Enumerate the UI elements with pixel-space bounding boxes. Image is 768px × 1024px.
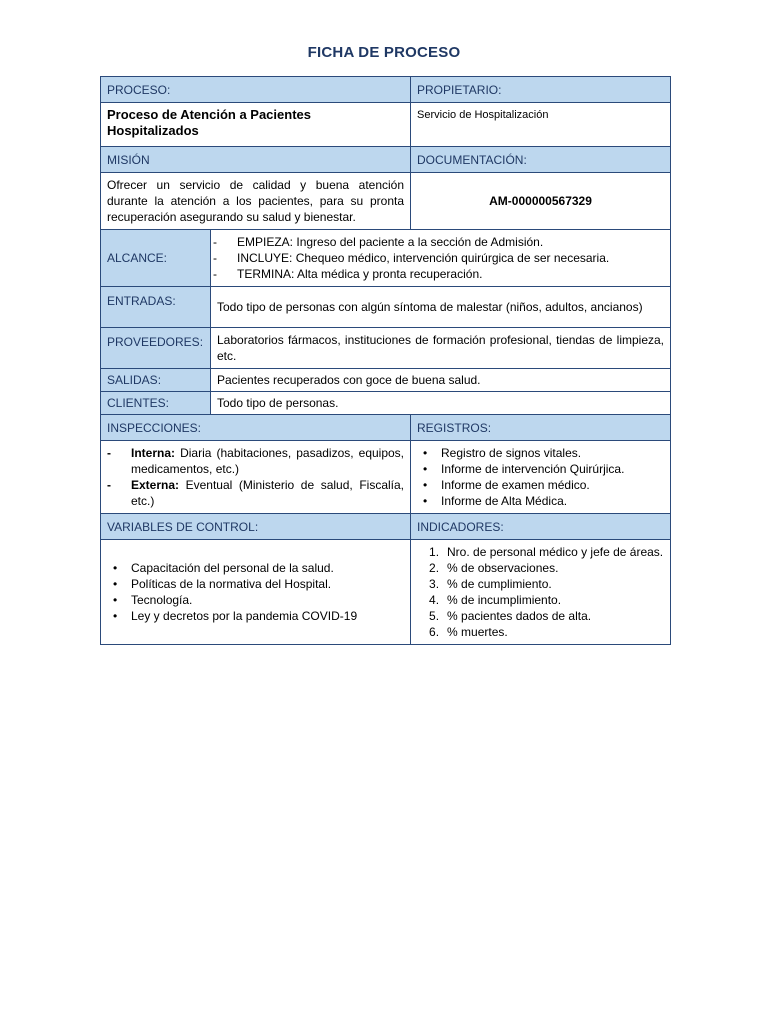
list-item: • Capacitación del personal de la salud.	[107, 560, 404, 576]
item-text: % pacientes dados de alta.	[447, 609, 592, 623]
item-text: Ingreso del paciente a la sección de Admisión.	[296, 235, 544, 249]
item-key: INCLUYE:	[237, 251, 293, 265]
table-row	[101, 328, 671, 369]
list-item	[417, 624, 664, 640]
variables-list	[107, 560, 404, 624]
list-item: • Informe de examen médico.	[417, 477, 664, 493]
variables-header: VARIABLES DE CONTROL:	[101, 514, 411, 540]
item-number: 1.	[429, 545, 440, 559]
item-text: Diaria (habitaciones, pasadizos, equipos, medicamentos, etc.)	[131, 446, 405, 476]
item-key: Interna:	[131, 446, 176, 460]
clientes-label: CLIENTES:	[101, 392, 211, 415]
item-number: 6.	[429, 625, 440, 639]
list-item	[107, 477, 404, 509]
entradas-label: ENTRADAS:	[101, 287, 211, 328]
item-number: 3.	[429, 577, 440, 591]
alcance-label: ALCANCE:	[101, 230, 211, 287]
inspecciones-header: INSPECCIONES:	[101, 415, 411, 441]
list-item	[417, 608, 664, 624]
item-number: 2.	[429, 561, 440, 575]
item-key: Externa:	[131, 478, 180, 492]
table-row	[101, 77, 671, 103]
list-item: • Políticas de la normativa del Hospital.	[107, 576, 404, 592]
mision-value: Ofrecer un servicio de calidad y buena atención durante la atención a los pacientes, para su pronta recuperación asegurando su salud y bienestar.	[101, 173, 411, 230]
list-item	[417, 576, 664, 592]
table-row	[101, 230, 671, 287]
table-row	[101, 415, 671, 441]
item-key: EMPIEZA:	[237, 235, 294, 249]
list-item: • Informe de intervención Quirúrjica.	[417, 461, 664, 477]
item-key: TERMINA:	[237, 267, 295, 281]
list-item	[213, 234, 664, 250]
propietario-header: PROPIETARIO:	[411, 77, 671, 103]
item-text: % de observaciones.	[447, 561, 559, 575]
indicadores-header: INDICADORES:	[411, 514, 671, 540]
proveedores-value: Laboratorios fármacos, instituciones de formación profesional, tiendas de limpieza, etc.	[211, 328, 671, 369]
item-text: % de cumplimiento.	[447, 577, 552, 591]
indicadores-content	[411, 540, 671, 645]
table-row	[101, 540, 671, 645]
table-row	[101, 392, 671, 415]
inspecciones-content	[101, 441, 411, 514]
documentacion-header: DOCUMENTACIÓN:	[411, 147, 671, 173]
table-row	[101, 103, 671, 147]
process-sheet-table	[100, 76, 671, 645]
table-row	[101, 441, 671, 514]
proveedores-label: PROVEEDORES:	[101, 328, 211, 369]
clientes-value: Todo tipo de personas.	[211, 392, 671, 415]
list-item	[213, 250, 664, 266]
list-item	[213, 266, 664, 282]
item-number: 5.	[429, 609, 440, 623]
list-item: • Registro de signos vitales.	[417, 445, 664, 461]
variables-content	[101, 540, 411, 645]
list-item: • Ley y decretos por la pandemia COVID-19	[107, 608, 404, 624]
list-item	[417, 544, 664, 560]
registros-header: REGISTROS:	[411, 415, 671, 441]
item-text: % de incumplimiento.	[447, 593, 562, 607]
inspecciones-list	[107, 445, 404, 509]
alcance-content	[211, 230, 671, 287]
salidas-label: SALIDAS:	[101, 369, 211, 392]
alcance-list	[213, 234, 664, 282]
proceso-value: Proceso de Atención a Pacientes Hospitalizados	[101, 103, 411, 147]
proceso-header: PROCESO:	[101, 77, 411, 103]
list-item: • Tecnología.	[107, 592, 404, 608]
propietario-value: Servicio de Hospitalización	[411, 103, 671, 147]
item-text: Eventual (Ministerio de salud, Fiscalía, etc.)	[131, 478, 404, 508]
item-text: Alta médica y pronta recuperación.	[297, 267, 483, 281]
list-item	[417, 560, 664, 576]
mision-header: MISIÓN	[101, 147, 411, 173]
registros-content	[411, 441, 671, 514]
table-row	[101, 514, 671, 540]
entradas-value: Todo tipo de personas con algún síntoma de malestar (niños, adultos, ancianos)	[211, 287, 671, 328]
item-text: Nro. de personal médico y jefe de áreas.	[447, 545, 664, 559]
item-text: % muertes.	[447, 625, 508, 639]
documentacion-value: AM-000000567329	[411, 173, 671, 230]
table-row	[101, 287, 671, 328]
registros-list	[417, 445, 664, 509]
table-row	[101, 147, 671, 173]
indicadores-list	[417, 544, 664, 640]
table-row	[101, 173, 671, 230]
document-title: FICHA DE PROCESO	[307, 44, 461, 61]
item-number: 4.	[429, 593, 440, 607]
list-item	[107, 445, 404, 477]
list-item	[417, 592, 664, 608]
list-item: • Informe de Alta Médica.	[417, 493, 664, 509]
salidas-value: Pacientes recuperados con goce de buena salud.	[211, 369, 671, 392]
item-text: Chequeo médico, intervención quirúrgica de ser necesaria.	[295, 251, 610, 265]
table-row	[101, 369, 671, 392]
